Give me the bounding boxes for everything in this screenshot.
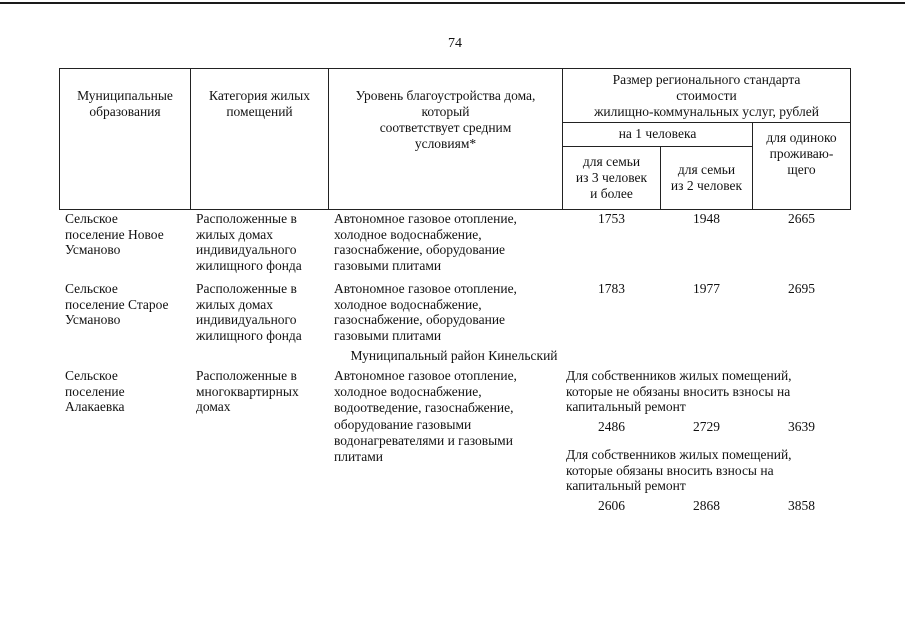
row-family3-value: 1783 xyxy=(598,281,625,296)
row-family2-value: 1948 xyxy=(693,211,720,226)
row-category: Расположенные в жилых домах индивидуального жилищного фонда xyxy=(196,281,302,343)
header-family-2: для семьи из 2 человек xyxy=(670,162,743,193)
header-single: для одиноко проживаю- щего xyxy=(766,130,837,177)
header-category: Категория жилых помещений xyxy=(209,88,310,119)
row-family2-value: 1977 xyxy=(693,281,720,296)
row-single-value: 3858 xyxy=(788,498,815,513)
header-amenities: Уровень благоустройства дома, который соответствует средним условиям* xyxy=(355,88,536,151)
top-rule xyxy=(0,2,905,4)
row-single-value: 2665 xyxy=(788,211,815,226)
row-municipality: Сельское поселение Новое Усманово xyxy=(65,211,164,257)
row-single-value: 3639 xyxy=(788,419,815,434)
row-category: Расположенные в жилых домах индивидуального жилищного фонда xyxy=(196,211,302,273)
header-per-person: на 1 человека xyxy=(618,126,697,141)
row-family3-value: 2606 xyxy=(598,498,625,513)
district-heading: Муниципальный район Кинельский xyxy=(350,348,558,363)
row-municipality: Сельское поселение Алакаевка xyxy=(65,368,125,414)
row-municipality: Сельское поселение Старое Усманово xyxy=(65,281,169,327)
row-amenities: Автономное газовое отопление, холодное водоснабжение, водоотведение, газоснабжение, оборудование газовыми водонагревателями и газовыми плитами xyxy=(334,368,517,465)
page-number: 74 xyxy=(448,36,462,51)
owner-group-label: Для собственников жилых помещений, которые не обязаны вносить взносы на капитальный ремонт xyxy=(566,368,792,414)
row-family2-value: 2868 xyxy=(693,498,720,513)
header-municipality: Муниципальные образования xyxy=(77,88,173,119)
row-family3-value: 2486 xyxy=(598,419,625,434)
header-standard-size: Размер регионального стандарта стоимости жилищно-коммунальных услуг, рублей xyxy=(594,72,819,119)
row-single-value: 2695 xyxy=(788,281,815,296)
row-family3-value: 1753 xyxy=(598,211,625,226)
row-amenities: Автономное газовое отопление, холодное водоснабжение, газоснабжение, оборудование газовыми плитами xyxy=(334,211,517,273)
header-family-3: для семьи из 3 человек и более xyxy=(575,154,648,201)
row-family2-value: 2729 xyxy=(693,419,720,434)
owner-group-label: Для собственников жилых помещений, которые обязаны вносить взносы на капитальный ремонт xyxy=(566,447,792,493)
row-category: Расположенные в многоквартирных домах xyxy=(196,368,299,414)
row-amenities: Автономное газовое отопление, холодное водоснабжение, газоснабжение, оборудование газовыми плитами xyxy=(334,281,517,343)
